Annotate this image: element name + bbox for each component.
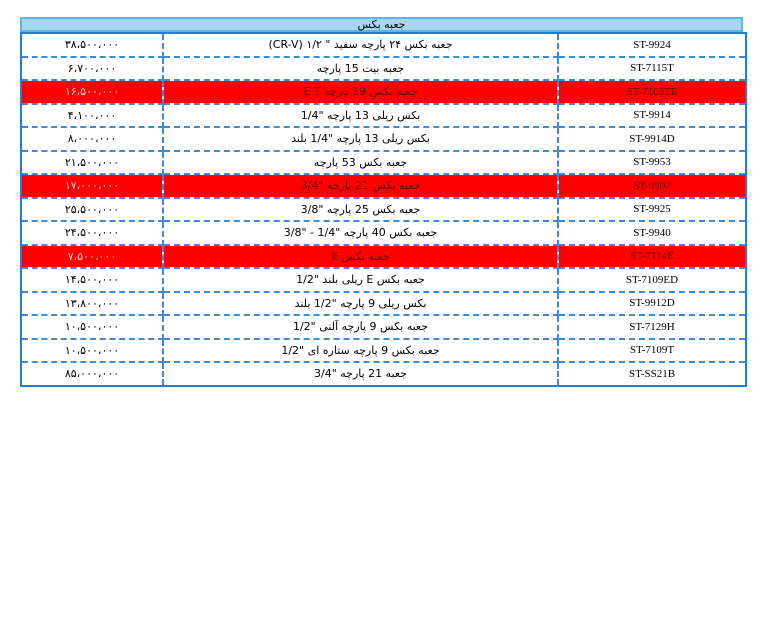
table-row [21,221,746,245]
code-cell: ST-9914 [558,104,746,128]
code-cell: ST-9912D [558,292,746,316]
table-row [21,268,746,292]
description-cell: جعبه بیت 15 پارچه [163,57,558,81]
description-cell: جعبه بکس 9 پارچه آلنی "1/2 [163,315,558,339]
table-row [21,151,746,175]
price-cell: ۱۳،۸۰۰،۰۰۰ [21,292,163,316]
code-cell: ST-SS21B [558,362,746,386]
table-row [21,127,746,151]
description-cell: جعبه بکس E [163,245,558,269]
table-row [21,362,746,386]
table-row [21,104,746,128]
description-cell: جعبه بکس ۲۴ پارچه سفید " ۱/۲ (CR-V) [163,33,558,57]
price-cell: ۲۵،۵۰۰،۰۰۰ [21,198,163,222]
price-cell: ۳۸،۵۰۰،۰۰۰ [21,33,163,57]
code-cell: ST-7109ED [558,268,746,292]
description-cell: جعبه بکس 9 پارچه ستاره ای "1/2 [163,339,558,363]
table-row [21,57,746,81]
table-row [21,292,746,316]
price-cell: ۱۷،۰۰۰،۰۰۰ [21,174,163,198]
description-cell: بکس ریلی 13 پارچه "1/4 بلند [163,127,558,151]
description-cell: جعبه 21 پارچه "3/4 [163,362,558,386]
table-row [21,339,746,363]
description-cell: جعبه بکس 40 پارچه "1/4 - "3/8 [163,221,558,245]
code-cell: ST-7109TE [558,80,746,104]
price-cell: ۲۱،۵۰۰،۰۰۰ [21,151,163,175]
table-row [21,245,746,269]
code-cell: ST-9924 [558,33,746,57]
table-row [21,315,746,339]
code-cell: ST-9940 [558,221,746,245]
sheet-title: جعبه بکس [20,17,743,32]
description-cell: جعبه بکس 21 پارچه "3/4 [163,174,558,198]
code-cell: ST-7114E [558,245,746,269]
price-cell: ۱۰،۵۰۰،۰۰۰ [21,315,163,339]
price-sheet [20,17,743,387]
price-cell: ۷،۵۰۰،۰۰۰ [21,245,163,269]
price-cell: ۸۵،۰۰۰،۰۰۰ [21,362,163,386]
code-cell: ST-9953 [558,151,746,175]
description-cell: جعبه بکس E ریلی بلند "1/2 [163,268,558,292]
description-cell: بکس ریلی 13 پارچه "1/4 [163,104,558,128]
price-cell: ۱۰،۵۰۰،۰۰۰ [21,339,163,363]
description-cell: جعبه بکس 53 پارچه [163,151,558,175]
code-cell: ST-7115T [558,57,746,81]
code-cell: ST-7129H [558,315,746,339]
code-cell: ST-7109T [558,339,746,363]
price-cell: ۱۴،۵۰۰،۰۰۰ [21,268,163,292]
code-cell: ST-9914D [558,127,746,151]
code-cell: ST-9925 [558,198,746,222]
price-cell: ۶،۷۰۰،۰۰۰ [21,57,163,81]
price-table [20,32,747,387]
table-row [21,80,746,104]
price-cell: ۲۴،۵۰۰،۰۰۰ [21,221,163,245]
price-cell: ۸،۰۰۰،۰۰۰ [21,127,163,151]
description-cell: جعبه بکس 25 پارچه "3/8 [163,198,558,222]
price-cell: ۱۶،۵۰۰،۰۰۰ [21,80,163,104]
table-row [21,198,746,222]
description-cell: جعبه بکس 19 پارچه E T [163,80,558,104]
price-cell: ۴،۱۰۰،۰۰۰ [21,104,163,128]
table-row [21,33,746,57]
table-row [21,174,746,198]
code-cell: ST-9907 [558,174,746,198]
description-cell: بکس ریلی 9 پارچه "1/2 بلند [163,292,558,316]
